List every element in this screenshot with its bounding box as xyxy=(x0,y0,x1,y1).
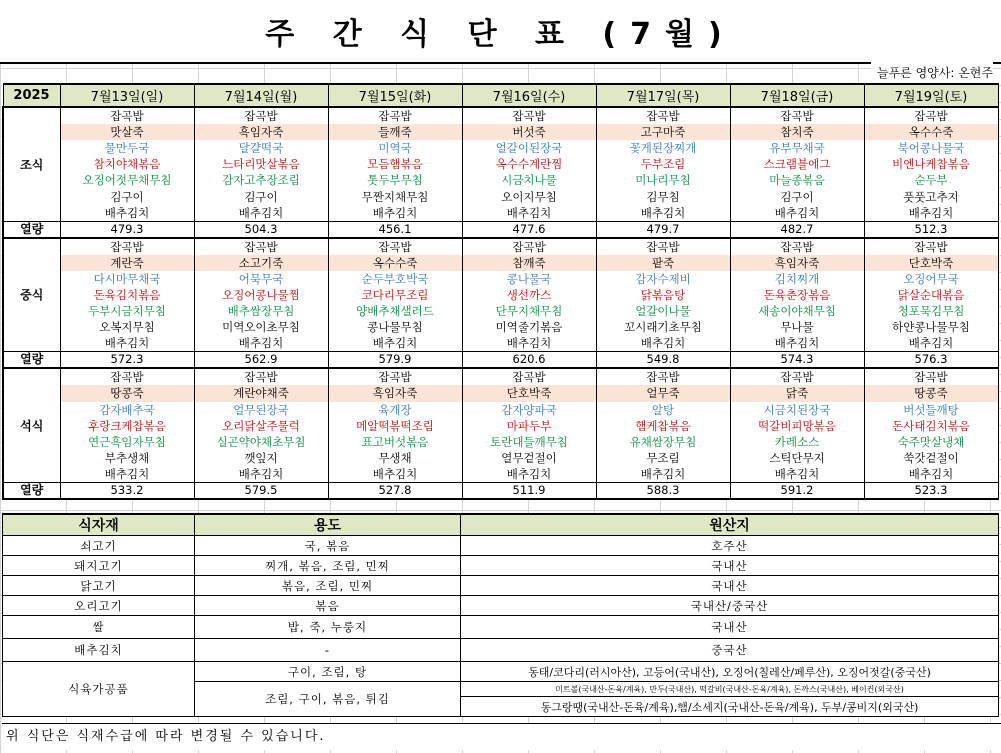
menu-item-cell[interactable]: 돈육김치볶음 xyxy=(60,287,194,303)
menu-item-cell[interactable]: 잡곡밥 xyxy=(60,238,194,255)
menu-item-cell[interactable]: 배추김치 xyxy=(730,466,864,483)
menu-item-cell[interactable]: 잡곡밥 xyxy=(462,368,596,385)
menu-item-cell[interactable]: 감자양파국 xyxy=(462,402,596,418)
kcal-value[interactable]: 477.6 xyxy=(462,221,596,238)
menu-item-cell[interactable]: 잡곡밥 xyxy=(328,107,462,124)
kcal-value[interactable]: 533.2 xyxy=(60,482,194,499)
menu-item-cell[interactable]: 배추김치 xyxy=(730,335,864,352)
menu-item-cell[interactable]: 생선까스 xyxy=(462,287,596,303)
menu-item-cell[interactable]: 단무지채무침 xyxy=(462,303,596,319)
meal-label[interactable]: 석식 xyxy=(3,368,60,482)
menu-item-cell[interactable]: 무나물 xyxy=(730,319,864,335)
origin-use-cell[interactable]: - xyxy=(195,639,461,662)
menu-item-cell[interactable]: 육개장 xyxy=(328,402,462,418)
notice-text: 위 식단은 식재수급에 따라 변경될 수 있습니다. xyxy=(2,723,1001,750)
processed-item-cell[interactable]: 식육가공품 xyxy=(3,662,195,717)
processed-use-cell[interactable]: 구이, 조림, 탕 xyxy=(195,662,461,682)
menu-item-cell[interactable]: 꽃게된장찌개 xyxy=(596,140,730,156)
processed-origin-cell[interactable]: 동태/코다리(러시아산), 고등어(국내산), 오징어(칠레산/페루산), 오징어젓갈(중국산) xyxy=(461,662,999,682)
menu-item-cell[interactable]: 버섯죽 xyxy=(462,124,596,140)
menu-item-cell[interactable]: 땅콩죽 xyxy=(864,385,998,401)
menu-item-cell[interactable]: 참치야채볶음 xyxy=(60,156,194,172)
menu-item-cell[interactable]: 잡곡밥 xyxy=(864,368,998,385)
menu-item-cell[interactable]: 햄케찹볶음 xyxy=(596,418,730,434)
origin-row xyxy=(3,556,999,576)
menu-item-cell[interactable]: 콩나물국 xyxy=(462,271,596,287)
menu-item-cell[interactable]: 꼬시래기초무침 xyxy=(596,319,730,335)
menu-item-cell[interactable]: 배추김치 xyxy=(462,466,596,483)
menu-item-cell[interactable]: 배추김치 xyxy=(864,205,998,222)
kcal-value[interactable]: 482.7 xyxy=(730,221,864,238)
menu-item-cell[interactable]: 김구이 xyxy=(60,188,194,204)
menu-item-cell[interactable]: 두부조림 xyxy=(596,156,730,172)
weekly-menu-table xyxy=(2,83,999,500)
menu-item-cell[interactable]: 김구이 xyxy=(730,188,864,204)
kcal-value[interactable]: 574.3 xyxy=(730,352,864,369)
menu-item-cell[interactable]: 잡곡밥 xyxy=(194,107,328,124)
menu-item-cell[interactable]: 잡곡밥 xyxy=(596,238,730,255)
menu-item-cell[interactable]: 얼갈이된장국 xyxy=(462,140,596,156)
menu-item-cell[interactable]: 미나리무침 xyxy=(596,172,730,188)
menu-item-cell[interactable]: 미역오이초무침 xyxy=(194,319,328,335)
menu-item-cell[interactable]: 잡곡밥 xyxy=(328,368,462,385)
menu-row xyxy=(3,368,998,385)
menu-item-cell[interactable]: 잡곡밥 xyxy=(462,107,596,124)
menu-row xyxy=(3,287,998,303)
menu-item-cell[interactable]: 얼무된장국 xyxy=(194,402,328,418)
menu-item-cell[interactable]: 후랑크케찹볶음 xyxy=(60,418,194,434)
origin-item-cell[interactable]: 돼지고기 xyxy=(3,556,195,576)
date-header[interactable]: 7월13일(일) xyxy=(60,84,194,107)
menu-item-cell[interactable]: 잡곡밥 xyxy=(730,238,864,255)
processed-row xyxy=(3,662,999,682)
menu-item-cell[interactable]: 김치찌개 xyxy=(730,271,864,287)
menu-item-cell[interactable]: 모듬햄볶음 xyxy=(328,156,462,172)
menu-item-cell[interactable]: 메알떡볶떡조림 xyxy=(328,418,462,434)
menu-item-cell[interactable]: 배추김치 xyxy=(462,335,596,352)
kcal-value[interactable]: 479.3 xyxy=(60,221,194,238)
menu-item-cell[interactable]: 잡곡밥 xyxy=(596,107,730,124)
origin-item-cell[interactable]: 오리고기 xyxy=(3,596,195,616)
menu-item-cell[interactable]: 스크램블에그 xyxy=(730,156,864,172)
menu-item-cell[interactable]: 시금치나물 xyxy=(462,172,596,188)
origin-item-cell[interactable]: 쇠고기 xyxy=(3,536,195,556)
date-header[interactable]: 7월19일(토) xyxy=(864,84,998,107)
menu-item-cell[interactable]: 감자수제비 xyxy=(596,271,730,287)
origin-item-cell[interactable]: 닭고기 xyxy=(3,576,195,596)
kcal-value[interactable]: 527.8 xyxy=(328,482,462,499)
menu-item-cell[interactable]: 다시마무채국 xyxy=(60,271,194,287)
menu-item-cell[interactable]: 참치죽 xyxy=(730,124,864,140)
origin-row xyxy=(3,616,999,639)
menu-item-cell[interactable]: 배추김치 xyxy=(864,335,998,352)
origin-row xyxy=(3,639,999,662)
kcal-value[interactable]: 549.8 xyxy=(596,352,730,369)
menu-item-cell[interactable]: 김무침 xyxy=(596,188,730,204)
menu-item-cell[interactable]: 배추쌈장무침 xyxy=(194,303,328,319)
menu-row xyxy=(3,303,998,319)
menu-item-cell[interactable]: 달걀떡국 xyxy=(194,140,328,156)
origin-use-cell[interactable]: 밥, 죽, 누룽지 xyxy=(195,616,461,639)
menu-item-cell[interactable]: 단호박죽 xyxy=(864,255,998,271)
menu-item-cell[interactable]: 무짠지채무침 xyxy=(328,188,462,204)
kcal-value[interactable]: 512.3 xyxy=(864,221,998,238)
menu-item-cell[interactable]: 콩나물무침 xyxy=(328,319,462,335)
menu-item-cell[interactable]: 톳두부무침 xyxy=(328,172,462,188)
menu-item-cell[interactable]: 열무겉절이 xyxy=(462,450,596,466)
menu-row xyxy=(3,238,998,255)
kcal-label[interactable]: 열량 xyxy=(3,221,60,238)
menu-item-cell[interactable]: 하얀콩나물무침 xyxy=(864,319,998,335)
menu-item-cell[interactable]: 잡곡밥 xyxy=(194,238,328,255)
kcal-value[interactable]: 579.9 xyxy=(328,352,462,369)
menu-item-cell[interactable]: 코다리무조림 xyxy=(328,287,462,303)
menu-item-cell[interactable]: 배추김치 xyxy=(194,335,328,352)
menu-item-cell[interactable]: 계란야채죽 xyxy=(194,385,328,401)
origin-row xyxy=(3,536,999,556)
menu-item-cell[interactable]: 얼갈이나물 xyxy=(596,303,730,319)
origin-origin-cell[interactable]: 국내산 xyxy=(461,556,999,576)
menu-row xyxy=(3,205,998,222)
menu-item-cell[interactable]: 옥수수죽 xyxy=(864,124,998,140)
menu-item-cell[interactable]: 감자배추국 xyxy=(60,402,194,418)
menu-item-cell[interactable]: 토란대들깨무침 xyxy=(462,434,596,450)
menu-item-cell[interactable]: 비엔나케찹볶음 xyxy=(864,156,998,172)
menu-item-cell[interactable]: 계란죽 xyxy=(60,255,194,271)
date-header[interactable]: 7월17일(목) xyxy=(596,84,730,107)
menu-item-cell[interactable]: 흑임자죽 xyxy=(730,255,864,271)
menu-item-cell[interactable]: 맛살죽 xyxy=(60,124,194,140)
origin-row xyxy=(3,576,999,596)
menu-item-cell[interactable]: 마늘종볶음 xyxy=(730,172,864,188)
menu-item-cell[interactable]: 배추김치 xyxy=(328,466,462,483)
menu-item-cell[interactable]: 오징어콩나물찜 xyxy=(194,287,328,303)
menu-row xyxy=(3,172,998,188)
kcal-value[interactable]: 523.3 xyxy=(864,482,998,499)
menu-item-cell[interactable]: 단호박죽 xyxy=(462,385,596,401)
kcal-value[interactable]: 511.9 xyxy=(462,482,596,499)
menu-row xyxy=(3,188,998,204)
menu-item-cell[interactable]: 오리닭살주물럭 xyxy=(194,418,328,434)
menu-row xyxy=(3,434,998,450)
origin-use-cell[interactable]: 찌개, 볶음, 조림, 민찌 xyxy=(195,556,461,576)
menu-item-cell[interactable]: 두부시금치무침 xyxy=(60,303,194,319)
menu-item-cell[interactable]: 땅콩죽 xyxy=(60,385,194,401)
menu-item-cell[interactable]: 잡곡밥 xyxy=(730,107,864,124)
kcal-value[interactable]: 579.5 xyxy=(194,482,328,499)
menu-item-cell[interactable]: 잡곡밥 xyxy=(864,107,998,124)
menu-row xyxy=(3,335,998,352)
menu-item-cell[interactable]: 참깨죽 xyxy=(462,255,596,271)
kcal-label[interactable]: 열량 xyxy=(3,482,60,499)
origin-use-cell[interactable]: 국, 볶음 xyxy=(195,536,461,556)
menu-item-cell[interactable]: 풋풋고추지 xyxy=(864,188,998,204)
menu-item-cell[interactable]: 순두부 xyxy=(864,172,998,188)
menu-item-cell[interactable]: 부추생채 xyxy=(60,450,194,466)
menu-row xyxy=(3,319,998,335)
date-header-row xyxy=(3,84,998,107)
menu-item-cell[interactable]: 쑥갓겉절이 xyxy=(864,450,998,466)
menu-item-cell[interactable]: 마파두부 xyxy=(462,418,596,434)
origin-origin-cell[interactable]: 호주산 xyxy=(461,536,999,556)
menu-item-cell[interactable]: 배추김치 xyxy=(328,335,462,352)
menu-item-cell[interactable]: 배추김치 xyxy=(462,205,596,222)
menu-item-cell[interactable]: 잡곡밥 xyxy=(730,368,864,385)
menu-item-cell[interactable]: 배추김치 xyxy=(596,335,730,352)
menu-item-cell[interactable]: 실곤약야채초무침 xyxy=(194,434,328,450)
origin-header-origin[interactable]: 원산지 xyxy=(461,514,999,536)
processed-use-cell[interactable]: 조림, 구이, 볶음, 튀김 xyxy=(195,682,461,717)
menu-item-cell[interactable]: 닭볶음탕 xyxy=(596,287,730,303)
menu-row xyxy=(3,418,998,434)
menu-item-cell[interactable]: 느타리맛살볶음 xyxy=(194,156,328,172)
menu-row xyxy=(3,466,998,483)
kcal-value[interactable]: 504.3 xyxy=(194,221,328,238)
menu-item-cell[interactable]: 무생채 xyxy=(328,450,462,466)
menu-item-cell[interactable]: 청포묵김무침 xyxy=(864,303,998,319)
origin-table xyxy=(2,513,999,717)
date-header[interactable]: 7월14일(월) xyxy=(194,84,328,107)
menu-item-cell[interactable]: 닭살순대볶음 xyxy=(864,287,998,303)
menu-item-cell[interactable]: 표고버섯볶음 xyxy=(328,434,462,450)
menu-item-cell[interactable]: 배추김치 xyxy=(60,466,194,483)
kcal-value[interactable]: 588.3 xyxy=(596,482,730,499)
menu-row xyxy=(3,107,998,124)
kcal-value[interactable]: 576.3 xyxy=(864,352,998,369)
menu-item-cell[interactable]: 닭죽 xyxy=(730,385,864,401)
menu-item-cell[interactable]: 잡곡밥 xyxy=(194,368,328,385)
menu-item-cell[interactable]: 스틱단무지 xyxy=(730,450,864,466)
meal-label[interactable]: 중식 xyxy=(3,238,60,352)
menu-item-cell[interactable]: 흑임자죽 xyxy=(194,124,328,140)
menu-item-cell[interactable]: 연근흑임자무침 xyxy=(60,434,194,450)
menu-item-cell[interactable]: 오이지무침 xyxy=(462,188,596,204)
menu-item-cell[interactable]: 팥죽 xyxy=(596,255,730,271)
processed-origin-cell[interactable]: 미트볼(국내산-돈육/계육), 만두(국내산), 떡갈비(국내산-돈육/계육), 돈까스(국내산), 베이컨(외국산) xyxy=(461,682,999,697)
menu-item-cell[interactable]: 돈사태김치볶음 xyxy=(864,418,998,434)
kcal-value[interactable]: 572.3 xyxy=(60,352,194,369)
kcal-row xyxy=(3,352,998,369)
menu-item-cell[interactable]: 잡곡밥 xyxy=(596,368,730,385)
processed-origin-cell[interactable]: 동그랑땡(국내산-돈육/계육),햄/소세지(국내산-돈육/계육), 두부/콩비지(외국산) xyxy=(461,697,999,717)
menu-item-cell[interactable]: 잡곡밥 xyxy=(60,107,194,124)
menu-item-cell[interactable]: 배추김치 xyxy=(730,205,864,222)
kcal-value[interactable]: 620.6 xyxy=(462,352,596,369)
menu-item-cell[interactable]: 유부무채국 xyxy=(730,140,864,156)
menu-item-cell[interactable]: 잡곡밥 xyxy=(864,238,998,255)
menu-item-cell[interactable]: 순두부호박국 xyxy=(328,271,462,287)
menu-item-cell[interactable]: 흑임자죽 xyxy=(328,385,462,401)
kcal-value[interactable]: 479.7 xyxy=(596,221,730,238)
menu-item-cell[interactable]: 오복지무침 xyxy=(60,319,194,335)
menu-item-cell[interactable]: 알탕 xyxy=(596,402,730,418)
menu-item-cell[interactable]: 북어콩나물국 xyxy=(864,140,998,156)
menu-row xyxy=(3,124,998,140)
date-header[interactable]: 7월16일(수) xyxy=(462,84,596,107)
menu-row xyxy=(3,450,998,466)
menu-item-cell[interactable]: 미역줄기볶음 xyxy=(462,319,596,335)
menu-row xyxy=(3,140,998,156)
menu-item-cell[interactable]: 양배추채샐러드 xyxy=(328,303,462,319)
menu-item-cell[interactable]: 오징어무국 xyxy=(864,271,998,287)
origin-use-cell[interactable]: 볶음, 조림, 민찌 xyxy=(195,576,461,596)
menu-item-cell[interactable]: 얼무죽 xyxy=(596,385,730,401)
origin-header-item[interactable]: 식자재 xyxy=(3,514,195,536)
page-title: 주 간 식 단 표 (7월) xyxy=(0,0,1001,64)
origin-origin-cell[interactable]: 국내산 xyxy=(461,576,999,596)
menu-item-cell[interactable]: 소고기죽 xyxy=(194,255,328,271)
origin-use-cell[interactable]: 볶음 xyxy=(195,596,461,616)
kcal-row xyxy=(3,221,998,238)
menu-item-cell[interactable]: 물만두국 xyxy=(60,140,194,156)
menu-item-cell[interactable]: 김구이 xyxy=(194,188,328,204)
date-header[interactable]: 7월18일(금) xyxy=(730,84,864,107)
menu-item-cell[interactable]: 무조림 xyxy=(596,450,730,466)
menu-item-cell[interactable]: 배추김치 xyxy=(596,205,730,222)
menu-item-cell[interactable]: 배추김치 xyxy=(596,466,730,483)
menu-item-cell[interactable]: 숙주맛살냉채 xyxy=(864,434,998,450)
menu-item-cell[interactable]: 어묵무국 xyxy=(194,271,328,287)
menu-item-cell[interactable]: 떡갈비피망볶음 xyxy=(730,418,864,434)
menu-item-cell[interactable]: 잡곡밥 xyxy=(60,368,194,385)
origin-header-use[interactable]: 용도 xyxy=(195,514,461,536)
menu-item-cell[interactable]: 유채쌈장무침 xyxy=(596,434,730,450)
menu-item-cell[interactable]: 배추김치 xyxy=(60,205,194,222)
menu-item-cell[interactable]: 새송이야채무침 xyxy=(730,303,864,319)
menu-row xyxy=(3,385,998,401)
kcal-value[interactable]: 591.2 xyxy=(730,482,864,499)
menu-row xyxy=(3,255,998,271)
menu-item-cell[interactable]: 배추김치 xyxy=(194,205,328,222)
kcal-label[interactable]: 열량 xyxy=(3,352,60,369)
menu-item-cell[interactable]: 잡곡밥 xyxy=(328,238,462,255)
menu-row xyxy=(3,156,998,172)
menu-item-cell[interactable]: 미역국 xyxy=(328,140,462,156)
menu-item-cell[interactable]: 배추김치 xyxy=(328,205,462,222)
meal-label[interactable]: 조식 xyxy=(3,107,60,221)
menu-item-cell[interactable]: 옥수수죽 xyxy=(328,255,462,271)
menu-item-cell[interactable]: 오징어젓무채무침 xyxy=(60,172,194,188)
menu-item-cell[interactable]: 버섯들깨탕 xyxy=(864,402,998,418)
dietician-label: 늘푸른 영양사: 온현주 xyxy=(871,62,993,84)
menu-item-cell[interactable]: 배추김치 xyxy=(864,466,998,483)
menu-item-cell[interactable]: 들깨죽 xyxy=(328,124,462,140)
origin-origin-cell[interactable]: 중국산 xyxy=(461,639,999,662)
kcal-value[interactable]: 456.1 xyxy=(328,221,462,238)
kcal-row xyxy=(3,482,998,499)
origin-origin-cell[interactable]: 국내산 xyxy=(461,616,999,639)
year-cell[interactable]: 2025 xyxy=(3,84,60,107)
menu-row xyxy=(3,271,998,287)
menu-item-cell[interactable]: 옥수수계란찜 xyxy=(462,156,596,172)
menu-item-cell[interactable]: 잡곡밥 xyxy=(462,238,596,255)
menu-item-cell[interactable]: 배추김치 xyxy=(60,335,194,352)
origin-item-cell[interactable]: 배추김치 xyxy=(3,639,195,662)
origin-origin-cell[interactable]: 국내산/중국산 xyxy=(461,596,999,616)
menu-row xyxy=(3,402,998,418)
date-header[interactable]: 7월15일(화) xyxy=(328,84,462,107)
menu-item-cell[interactable]: 감자고추장조림 xyxy=(194,172,328,188)
menu-item-cell[interactable]: 배추김치 xyxy=(194,466,328,483)
kcal-value[interactable]: 562.9 xyxy=(194,352,328,369)
menu-item-cell[interactable]: 고구마죽 xyxy=(596,124,730,140)
menu-item-cell[interactable]: 시금치된장국 xyxy=(730,402,864,418)
origin-item-cell[interactable]: 쌀 xyxy=(3,616,195,639)
origin-header-row xyxy=(3,514,999,536)
menu-item-cell[interactable]: 깻잎지 xyxy=(194,450,328,466)
menu-item-cell[interactable]: 카레소스 xyxy=(730,434,864,450)
origin-row xyxy=(3,596,999,616)
menu-item-cell[interactable]: 돈육춘장볶음 xyxy=(730,287,864,303)
